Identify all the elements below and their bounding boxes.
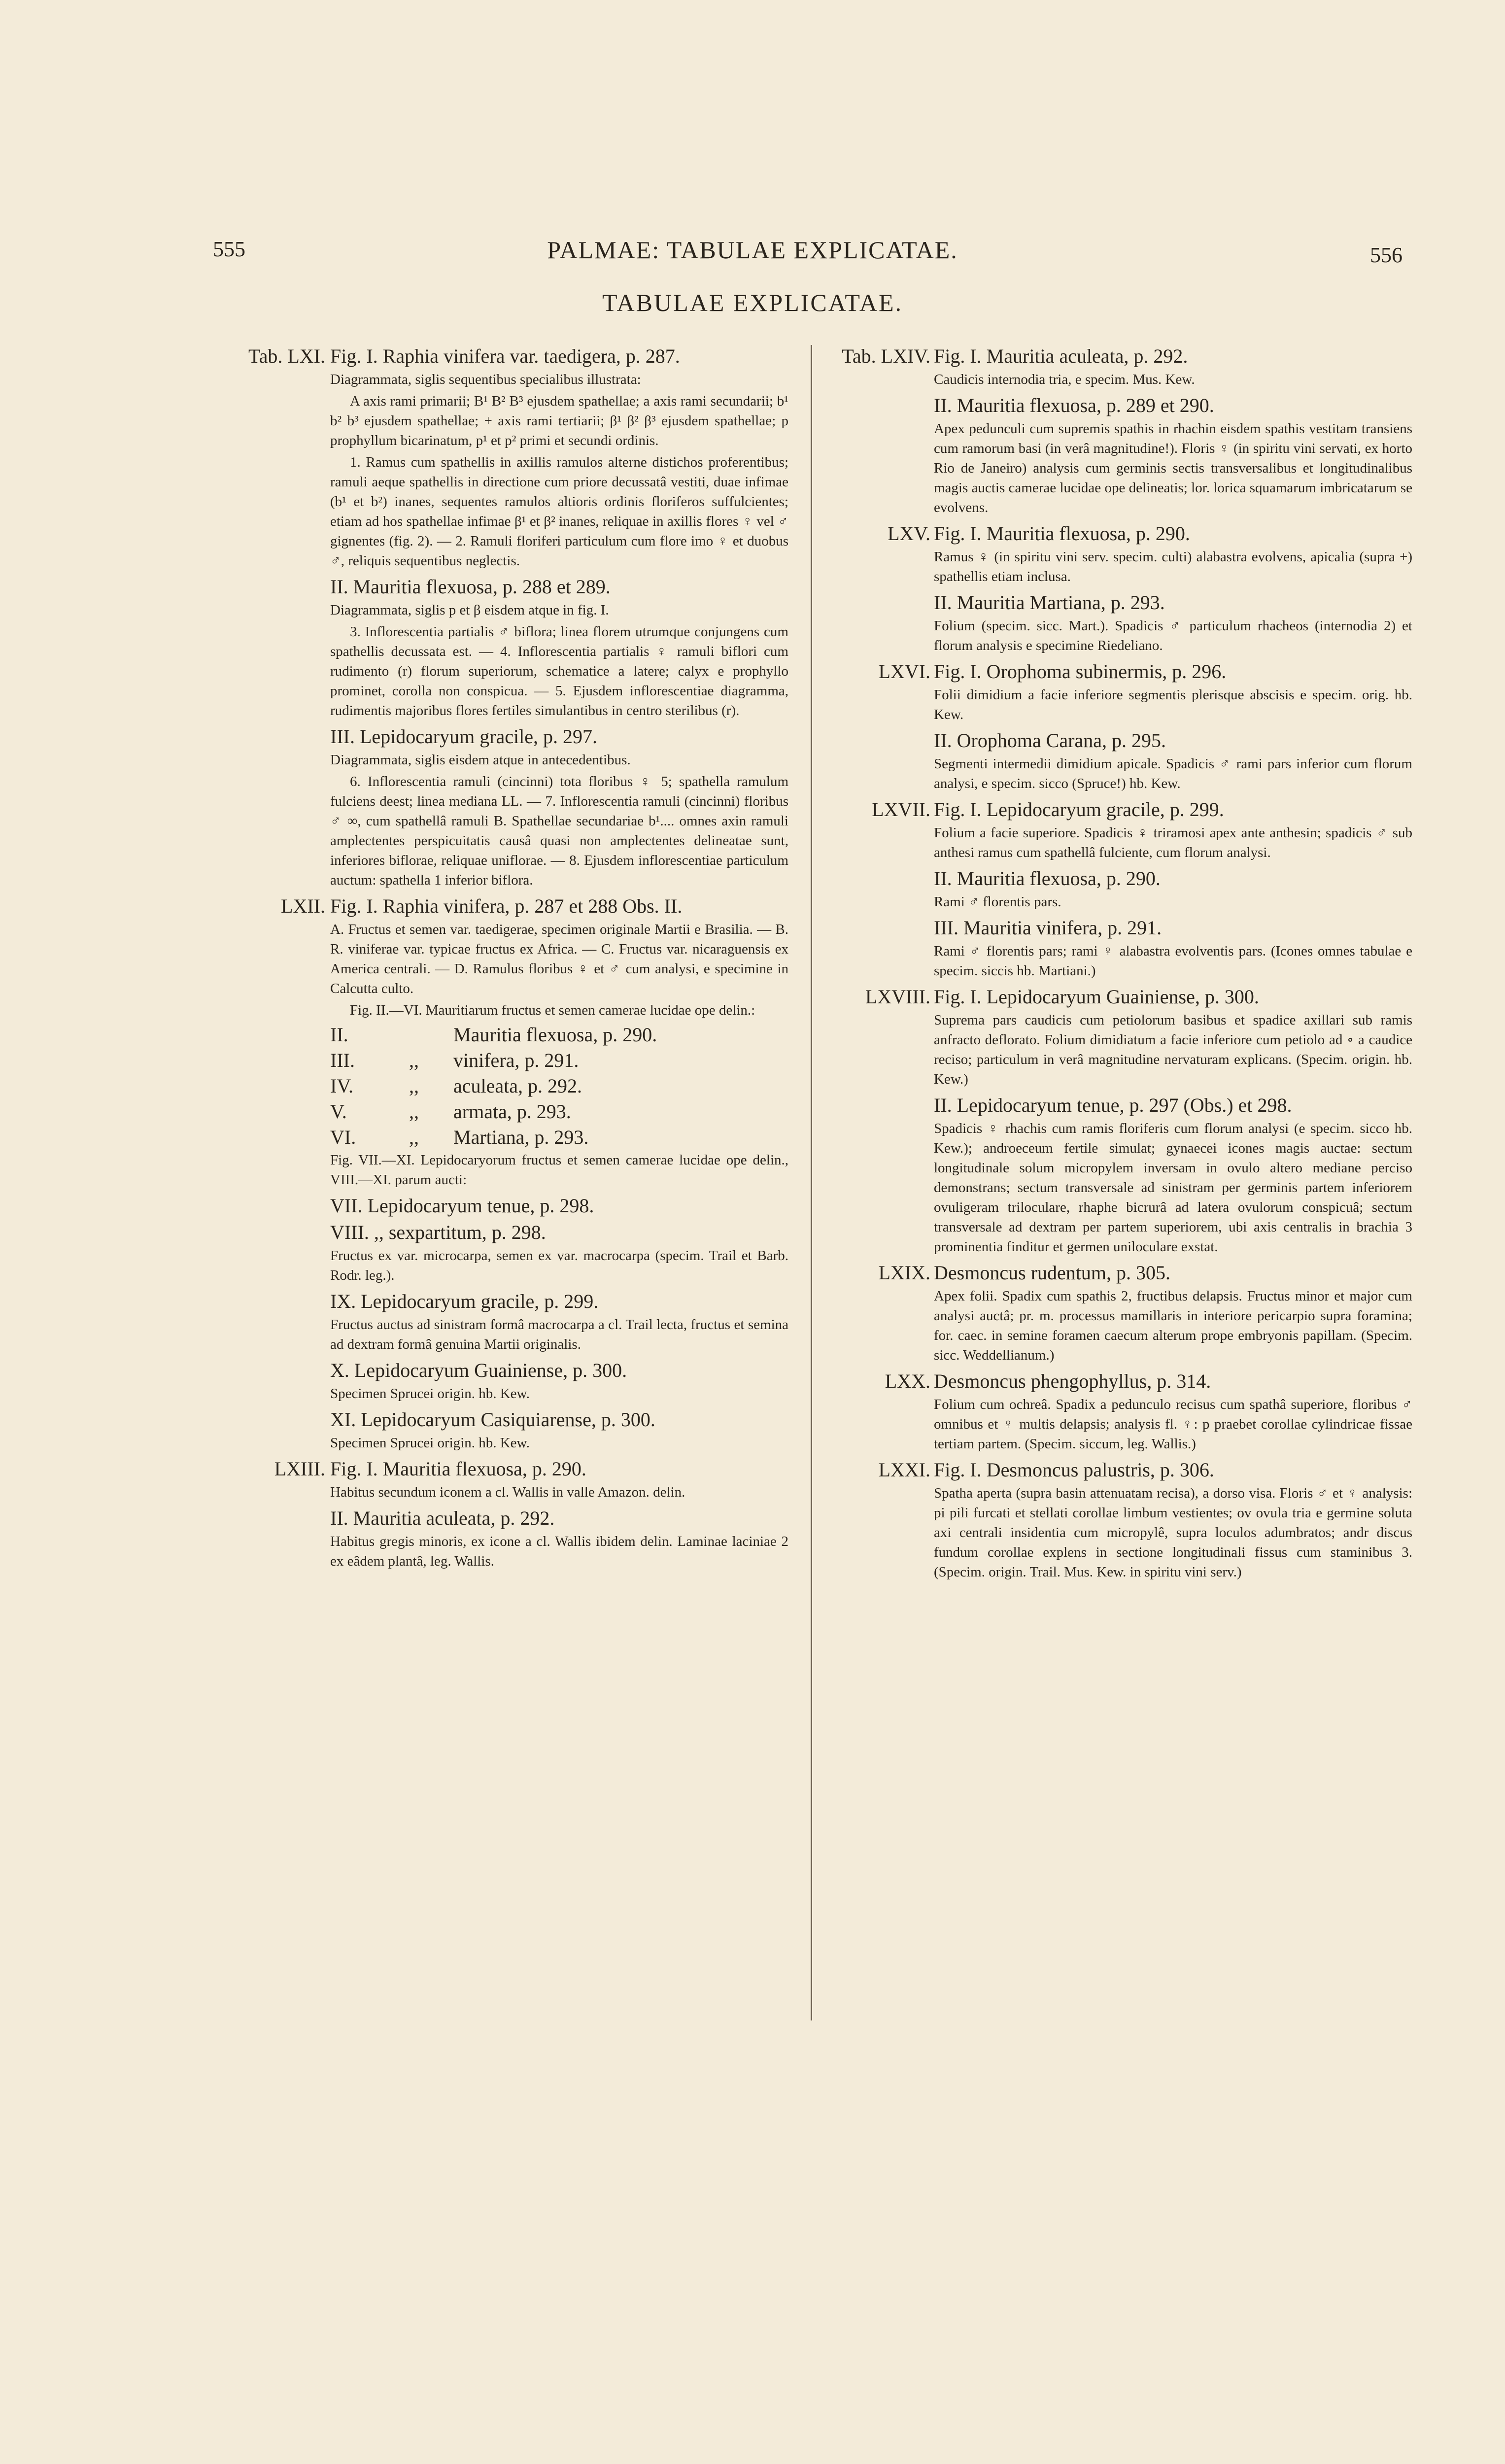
- figure-heading: Fig. I. Mauritia aculeata, p. 292.: [934, 345, 1188, 367]
- right-entry: [838, 984, 1412, 1089]
- left-entry: [212, 1357, 788, 1403]
- right-entry: [838, 343, 1412, 389]
- right-page-number: 556: [1370, 243, 1402, 267]
- figure-description: Habitus secundum iconem a cl. Wallis in valle Amazon. delin.: [330, 1484, 685, 1500]
- figure-description: Specimen Sprucei origin. hb. Kew.: [330, 1435, 530, 1451]
- figure-heading: II. Mauritia aculeata, p. 292.: [330, 1507, 555, 1529]
- figure-heading: II. Mauritia flexuosa, p. 289 et 290.: [934, 394, 1214, 416]
- right-entry: [838, 1368, 1412, 1454]
- plate-label: LXXI.: [878, 1459, 930, 1481]
- figure-title: Mauritia flexuosa, p. 290.: [453, 1024, 657, 1046]
- right-column: [838, 343, 1412, 1585]
- figure-heading: Desmoncus phengophyllus, p. 314.: [934, 1370, 1211, 1392]
- plate-label: LXIX.: [878, 1262, 930, 1284]
- figure-heading: XI. Lepidocaryum Casiquiarense, p. 300.: [330, 1408, 655, 1431]
- figure-description: Diagrammata, siglis p et β eisdem atque in fig. I.: [330, 602, 609, 618]
- figure-description: Spadicis ♀ rhachis cum ramis floriferis cum florum analysi (e specim. sicco hb. Kew.); androeceum fertile simulat; gynaecei icones magis auctae: sectum longitudinale solum micropylem inversam in ovulo altero mediane perciso demonstrans; sectum transversale ad sinistram per germinis partem inferiorem ovuligeram triloculare, rhaphe bicrurâ ad latera ovulorum conspicuâ; sectum transversale ad dextram per partem superiorem, ubi axis centralis in brachia 3 prominentia finditur et germen uniloculare exstat.: [934, 1121, 1412, 1255]
- plate-label: Tab. LXIV.: [842, 345, 930, 367]
- figure-heading: II. Mauritia flexuosa, p. 288 et 289.: [330, 576, 611, 598]
- figure-list-row: [330, 1099, 788, 1125]
- right-entry: [838, 796, 1412, 862]
- figure-heading: Fig. I. Raphia vinifera var. taedigera, p. 287.: [330, 345, 680, 367]
- plate-label: LXVI.: [878, 660, 930, 683]
- figure-heading: III. Lepidocaryum gracile, p. 297.: [330, 725, 598, 748]
- figure-number: VI.: [330, 1126, 356, 1148]
- figure-number: II.: [330, 1024, 348, 1046]
- figure-heading: Fig. I. Desmoncus palustris, p. 306.: [934, 1459, 1214, 1481]
- plate-label: LXVIII.: [865, 986, 930, 1008]
- figure-heading: II. Mauritia Martiana, p. 293.: [934, 591, 1165, 614]
- figure-description: Folium cum ochreâ. Spadix a pedunculo recisus cum spathâ superiore, floribus ♂ omnibus et ♀ multis delapsis; analysis fl. ♀: p praebet corollae cylindricae fissae tertiam partem. (Specim. siccum, leg. Wallis.): [934, 1397, 1412, 1452]
- figure-description: 1. Ramus cum spathellis in axillis ramulos alterne distichos proferentibus; ramuli aeque spathellis in directione cum priore decussatâ vestiti, duae infimae (b¹ et b²) inanes, sequentes ramulos altioris ordinis floriferos suffulcientes; etiam ad hos spathellae infimae β¹ et β² inanes, reliquae in axillis flores ♀ vel ♂ gignentes (fig. 2). — 2. Ramuli floriferi particulum cum flore imo ♀ et duobus ♂, reliquis sequentibus neglectis.: [330, 454, 788, 569]
- figure-heading: Fig. I. Orophoma subinermis, p. 296.: [934, 660, 1227, 683]
- plate-label: Tab. LXI.: [248, 345, 325, 367]
- figure-title: Martiana, p. 293.: [453, 1126, 589, 1148]
- figure-list-row: [330, 1022, 788, 1048]
- plate-label: LXII.: [281, 895, 325, 917]
- column-divider: [811, 345, 812, 2020]
- ditto-mark: [409, 1022, 453, 1048]
- figure-heading: IX. Lepidocaryum gracile, p. 299.: [330, 1290, 599, 1312]
- right-entry: [838, 520, 1412, 586]
- right-entry: [838, 589, 1412, 655]
- plate-label: LXIII.: [274, 1458, 325, 1480]
- figure-number: III.: [330, 1049, 355, 1071]
- figure-description: Segmenti intermedii dimidium apicale. Spadicis ♂ rami pars inferior cum florum analysi, e specim. sicco (Spruce!) hb. Kew.: [934, 756, 1412, 791]
- ditto-mark: ,,: [409, 1100, 419, 1123]
- figure-heading: Fig. I. Lepidocaryum gracile, p. 299.: [934, 798, 1224, 821]
- figure-description: Specimen Sprucei origin. hb. Kew.: [330, 1386, 530, 1402]
- figure-description: Folium (specim. sicc. Mart.). Spadicis ♂ particulum rhacheos (internodia 2) et florum analysis e specimine Riedeliano.: [934, 618, 1412, 653]
- left-entry: [212, 1288, 788, 1354]
- figure-list-row: [330, 1073, 788, 1099]
- plate-label: LXV.: [887, 522, 930, 545]
- ditto-mark: ,,: [409, 1075, 419, 1097]
- left-entry: [212, 1406, 788, 1453]
- figure-description: Rami ♂ florentis pars.: [934, 894, 1061, 910]
- left-column: [212, 343, 788, 1574]
- figure-heading: II. Orophoma Carana, p. 295.: [934, 729, 1166, 752]
- figure-description: Diagrammata, siglis sequentibus specialibus illustrata:: [330, 372, 641, 387]
- ditto-mark: ,,: [409, 1126, 419, 1148]
- figure-title: vinifera, p. 291.: [453, 1049, 579, 1071]
- left-entry: [212, 1505, 788, 1571]
- figure-list-row: [330, 1048, 788, 1073]
- figure-description: 6. Inflorescentia ramuli (cincinni) tota floribus ♀ 5; spathella ramulum fulciens deest; linea mediana LL. — 7. Inflorescentia ramuli (cincinni) floribus ♂ ∞, cum spathellâ ramuli B. Spathellae secundariae b¹.... omnes axin ramuli amplectentes perspicuitatis causâ quasi non amplectentes delineatae sunt, inferiores biflorae, reliquae uniflorae. — 8. Ejusdem inflorescentiae particulum auctum: spathella 1 inferior biflora.: [330, 774, 788, 888]
- plate-label: LXX.: [885, 1370, 930, 1392]
- left-entry: [212, 1193, 788, 1285]
- figure-description: Rami ♂ florentis pars; rami ♀ alabastra evolventis pars. (Icones omnes tabulae e specim. siccis hb. Martiani.): [934, 943, 1412, 979]
- figure-description: Fig. II.—VI. Mauritiarum fructus et semen camerae lucidae ope delin.:: [350, 1002, 755, 1018]
- running-title: PALMAE: TABULAE EXPLICATAE.: [547, 236, 958, 264]
- figure-heading: VII. Lepidocaryum tenue, p. 298.: [330, 1195, 594, 1217]
- right-entry: [838, 1092, 1412, 1257]
- figure-description: Fructus auctus ad sinistram formâ macrocarpa a cl. Trail lecta, fructus et semina ad dextram formâ genuina Martii originalis.: [330, 1317, 788, 1352]
- figure-description: Fructus ex var. microcarpa, semen ex var. macrocarpa (specim. Trail et Barb. Rodr. leg.).: [330, 1248, 788, 1283]
- left-entry: [212, 343, 788, 571]
- figure-list-row: [330, 1125, 788, 1150]
- left-entry: [212, 723, 788, 890]
- figure-heading: III. Mauritia vinifera, p. 291.: [934, 917, 1162, 939]
- figure-description: Apex folii. Spadix cum spathis 2, fructibus delapsis. Fructus minor et major cum analysi auctâ; pr. m. processus mamillaris in interiore pericarpio supra foramina; for. caec. in semine foramen caecum alterum prope embryonis papillam. (Specim. sicc. Weddellianum.): [934, 1288, 1412, 1363]
- right-entry: [838, 865, 1412, 912]
- left-entry: [212, 893, 788, 1190]
- figure-description: Caudicis internodia tria, e specim. Mus. Kew.: [934, 372, 1195, 387]
- left-entry: [212, 1456, 788, 1502]
- right-entry: [838, 392, 1412, 517]
- figure-description: Diagrammata, siglis eisdem atque in antecedentibus.: [330, 752, 631, 768]
- figure-number: V.: [330, 1100, 347, 1123]
- right-entry: [838, 1260, 1412, 1365]
- figure-title: aculeata, p. 292.: [453, 1075, 582, 1097]
- figure-heading: Fig. I. Lepidocaryum Guainiense, p. 300.: [934, 986, 1259, 1008]
- right-entry: [838, 1457, 1412, 1582]
- left-page-number: 555: [213, 237, 245, 261]
- figure-description: Apex pedunculi cum supremis spathis in rhachin eisdem spathis vestitam transiens cum ramorum basi (in verâ magnitudine!). Floris ♀ (in spiritu vini servati, ex horto Rio de Janeiro) analysis cum germinis sectis transversalibus et longitudinalibus magis auctis camerae lucidae ope delineatis; lor. lorica squamarum imbricatarum se evolvens.: [934, 421, 1412, 515]
- figure-description: A. Fructus et semen var. taedigerae, specimen originale Martii e Brasilia. — B. R. viniferae var. typicae fructus ex Africa. — C. Fructus var. nicaraguensis ex America centrali. — D. Ramulus floribus ♀ et ♂ cum analysi, e specimine in Calcutta culto.: [330, 922, 788, 996]
- figure-description: 3. Inflorescentia partialis ♂ biflora; linea florem utrumque conjungens cum spathellis decussata est. — 4. Inflorescentia partialis ♀ ramuli biflori cum rudimento (r) florum superiorum, schematice a latere; calyx e prophyllo prominet, corolla non conspicua. — 5. Ejusdem inflorescentiae diagramma, rudimentis majoribus flores fertiles simulantibus in centro sterilibus (r).: [330, 624, 788, 719]
- figure-heading: Fig. I. Mauritia flexuosa, p. 290.: [934, 522, 1190, 545]
- figure-heading: Fig. I. Raphia vinifera, p. 287 et 288 Obs. II.: [330, 895, 683, 917]
- figure-heading: Desmoncus rudentum, p. 305.: [934, 1262, 1170, 1284]
- figure-description: Folii dimidium a facie inferiore segmentis plerisque abscisis e specim. orig. hb. Kew.: [934, 687, 1412, 722]
- figure-description: A axis rami primarii; B¹ B² B³ ejusdem spathellae; a axis rami secundarii; b¹ b² b³ ejusdem spathellae; + axis rami tertiarii; β¹ β² β³ ejusdem spathellae; p prophyllum bicarinatum, p¹ et p² primi et secundi ordinis.: [330, 393, 788, 448]
- right-entry: [838, 915, 1412, 981]
- plate-label: LXVII.: [872, 798, 930, 821]
- figure-title: armata, p. 293.: [453, 1100, 571, 1123]
- figure-description: Habitus gregis minoris, ex icone a cl. Wallis ibidem delin. Laminae laciniae 2 ex eâdem plantâ, leg. Wallis.: [330, 1534, 788, 1569]
- right-entry: [838, 727, 1412, 793]
- figure-description: Spatha aperta (supra basin attenuatam recisa), a dorso visa. Floris ♂ et ♀ analysis: pi pili furcati et stellati corollae limbum vestientes; ov ovula tria e germine soluta axi centrali insidentia cum micropylê, supra loculos adumbratos; andr discus fundum corollae explens in sectione longitudinali fissus cum staminibus 3. (Specim. origin. Trail. Mus. Kew. in spiritu vini serv.): [934, 1485, 1412, 1580]
- figure-heading: VIII. ,, sexpartitum, p. 298.: [330, 1221, 546, 1243]
- figure-heading: II. Lepidocaryum tenue, p. 297 (Obs.) et 298.: [934, 1094, 1292, 1116]
- figure-number: IV.: [330, 1075, 354, 1097]
- figure-heading: Fig. I. Mauritia flexuosa, p. 290.: [330, 1458, 586, 1480]
- right-entry: [838, 658, 1412, 724]
- figure-description: Ramus ♀ (in spiritu vini serv. specim. culti) alabastra evolvens, apicalia (supra +) spathellis etiam inclusa.: [934, 549, 1412, 584]
- figure-description: Fig. VII.—XI. Lepidocaryorum fructus et semen camerae lucidae ope delin., VIII.—XI. parum aucti:: [330, 1152, 788, 1188]
- figure-description: Suprema pars caudicis cum petiolorum basibus et spadice axillari sub ramis anfracto deflorato. Folium dimidiatum a facie inferiore cum petiolo ad ∘ a caudice reciso; particulum in verâ magnitudine nervaturam explicans. (Specim. origin. hb. Kew.): [934, 1012, 1412, 1087]
- figure-description: Folium a facie superiore. Spadicis ♀ triramosi apex ante anthesin; spadicis ♂ sub anthesi ramus cum spathellâ fulciente, cum florum analysi.: [934, 825, 1412, 860]
- ditto-mark: ,,: [409, 1049, 419, 1071]
- figure-heading: II. Mauritia flexuosa, p. 290.: [934, 867, 1161, 890]
- left-entry: [212, 574, 788, 720]
- section-title: TABULAE EXPLICATAE.: [602, 289, 903, 316]
- figure-list: [330, 1022, 788, 1150]
- figure-heading: X. Lepidocaryum Guainiense, p. 300.: [330, 1359, 627, 1381]
